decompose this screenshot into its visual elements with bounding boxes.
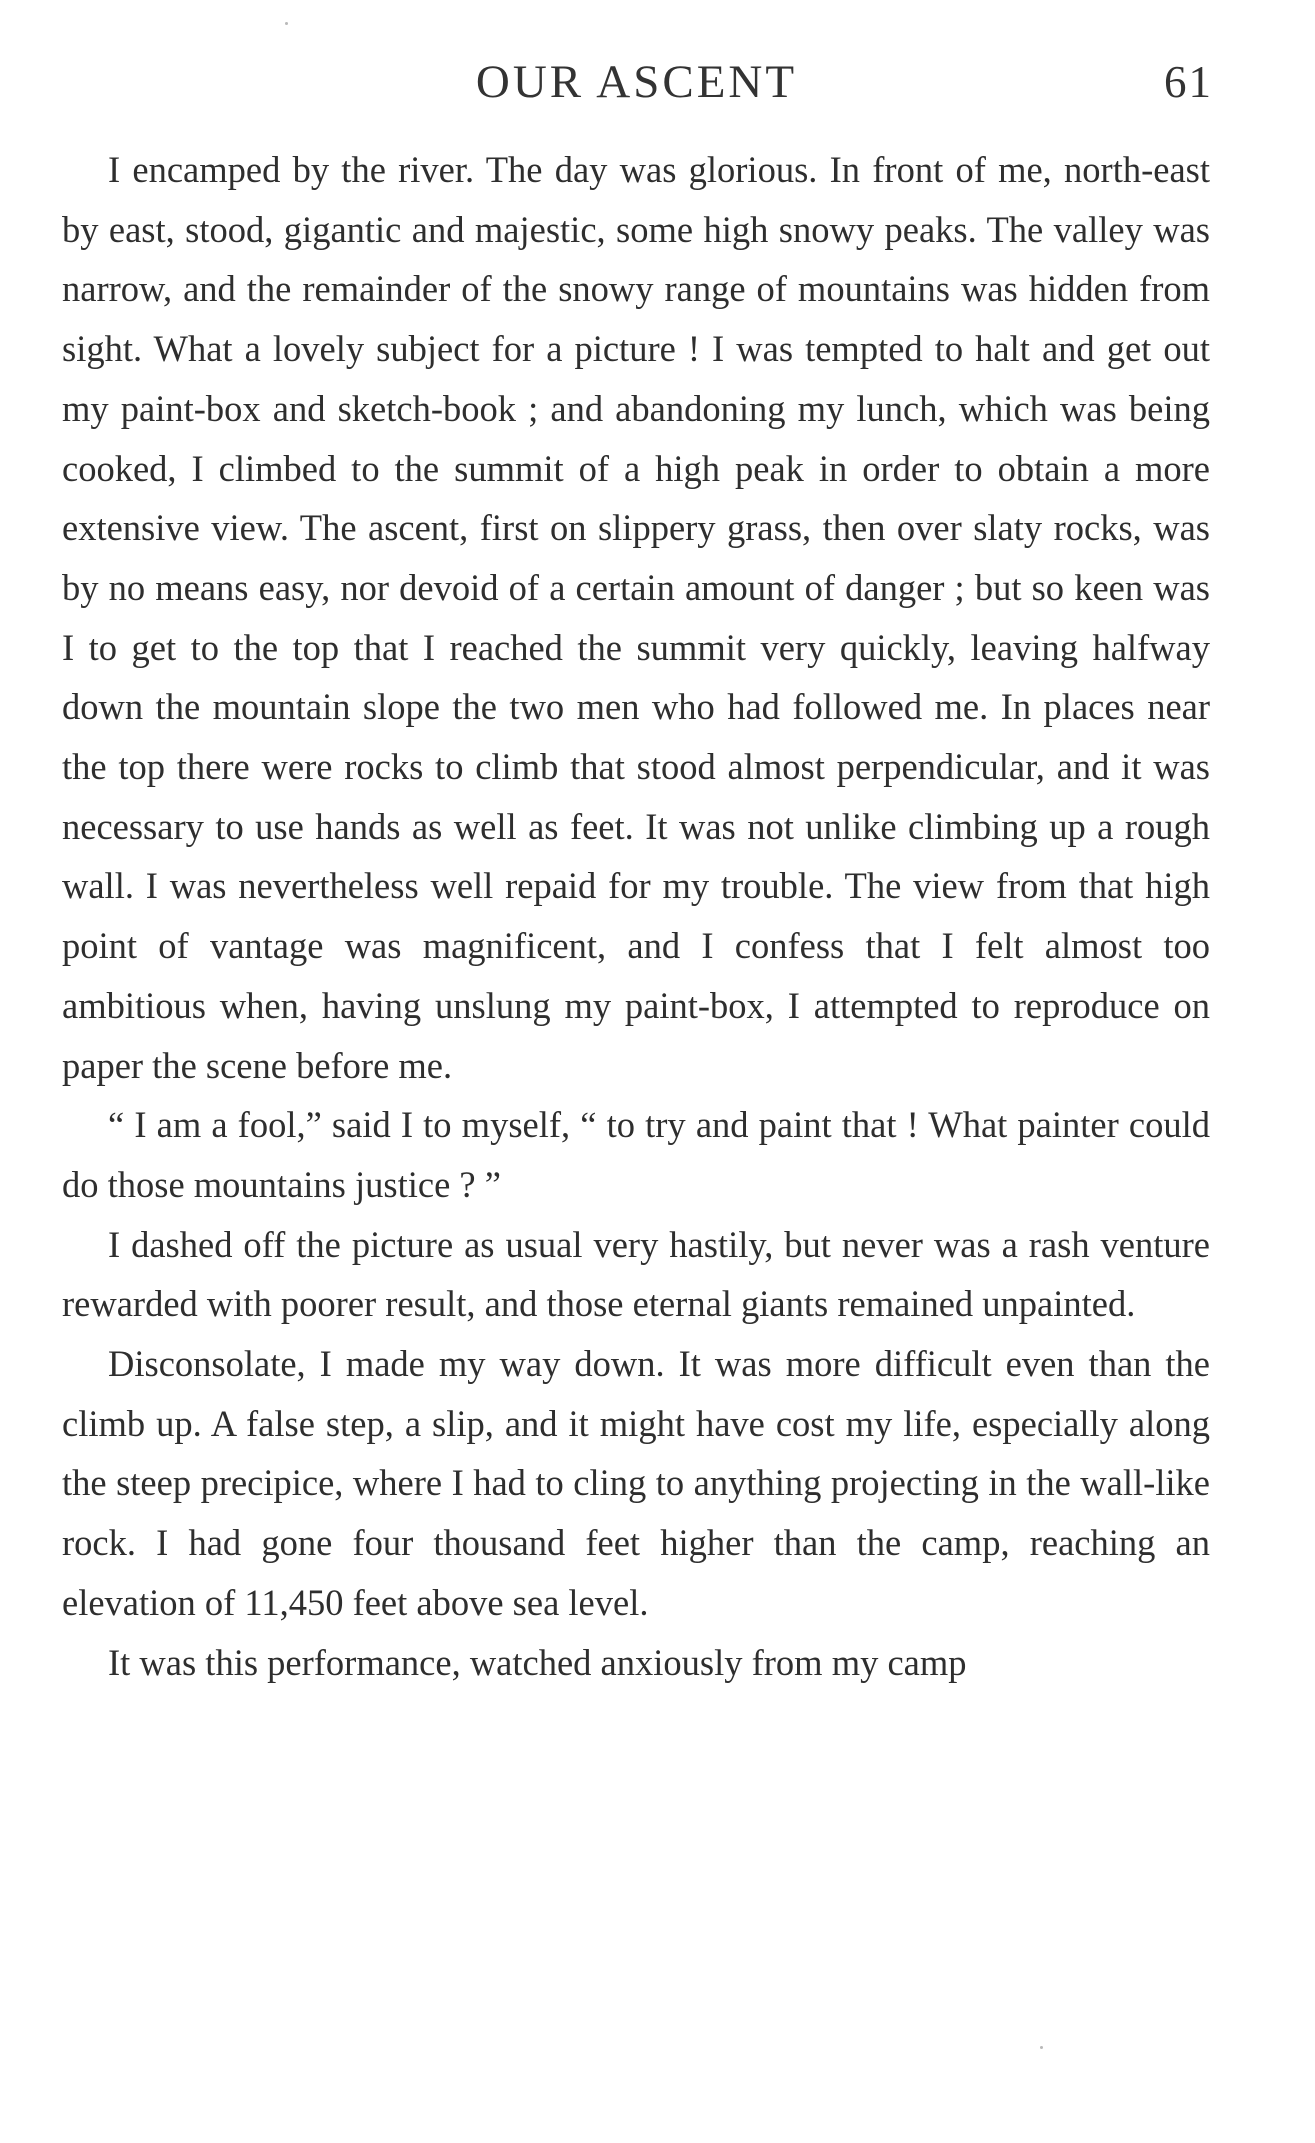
print-speck (1040, 2046, 1043, 2049)
running-title: OUR ASCENT (475, 56, 798, 108)
body-text (62, 140, 1210, 1692)
print-speck (285, 22, 288, 25)
page-number: 61 (1164, 57, 1213, 107)
paragraph-5: It was this performance, watched anxiously from my camp (108, 1641, 967, 1683)
paragraph-1: I encamped by the river. The day was glorious. In front of me, north-east by east, stood, gigantic and majestic, some high snowy peaks. The valley was narrow, and the remainder of the snowy range of mountains was hidden from sight. What a lovely subject for a picture ! I was tempted to halt and get out my paint-box and sketch-book ; and abandoning my lunch, which was being cooked, I climbed to the summit of a high peak in order to obtain a more extensive view. The ascent, first on slippery grass, then over slaty rocks, was by no means easy, nor devoid of a certain amount of danger ; but so keen was I to get to the top that I reached the summit very quickly, leaving halfway down the mountain slope the two men who had followed me. In places near the top there were rocks to climb that stood almost perpendicular, and it was necessary to use hands as well as feet. It was not unlike climbing up a rough wall. I was nevertheless well repaid for my trouble. The view from that high point of vantage was magnificent, and I confess that I felt almost too ambitious when, having unslung my paint-box, I attempted to reproduce on paper the scene before me. (62, 149, 1210, 1086)
paragraph-2: “ I am a fool,” said I to myself, “ to try and paint that ! What painter could do those mountains justice ? ” (62, 1104, 1210, 1205)
paragraph-4: Disconsolate, I made my way down. It was more difficult even than the climb up. A false step, a slip, and it might have cost my life, especially along the steep precipice, where I had to cling to anything projecting in the wall-like rock. I had gone four thousand feet higher than the camp, reaching an elevation of 11,450 feet above sea level. (62, 1343, 1210, 1623)
paragraph-3: I dashed off the picture as usual very hastily, but never was a rash venture rewarded with poorer result, and those eternal giants remained unpainted. (62, 1223, 1210, 1325)
page-header (60, 52, 1213, 112)
